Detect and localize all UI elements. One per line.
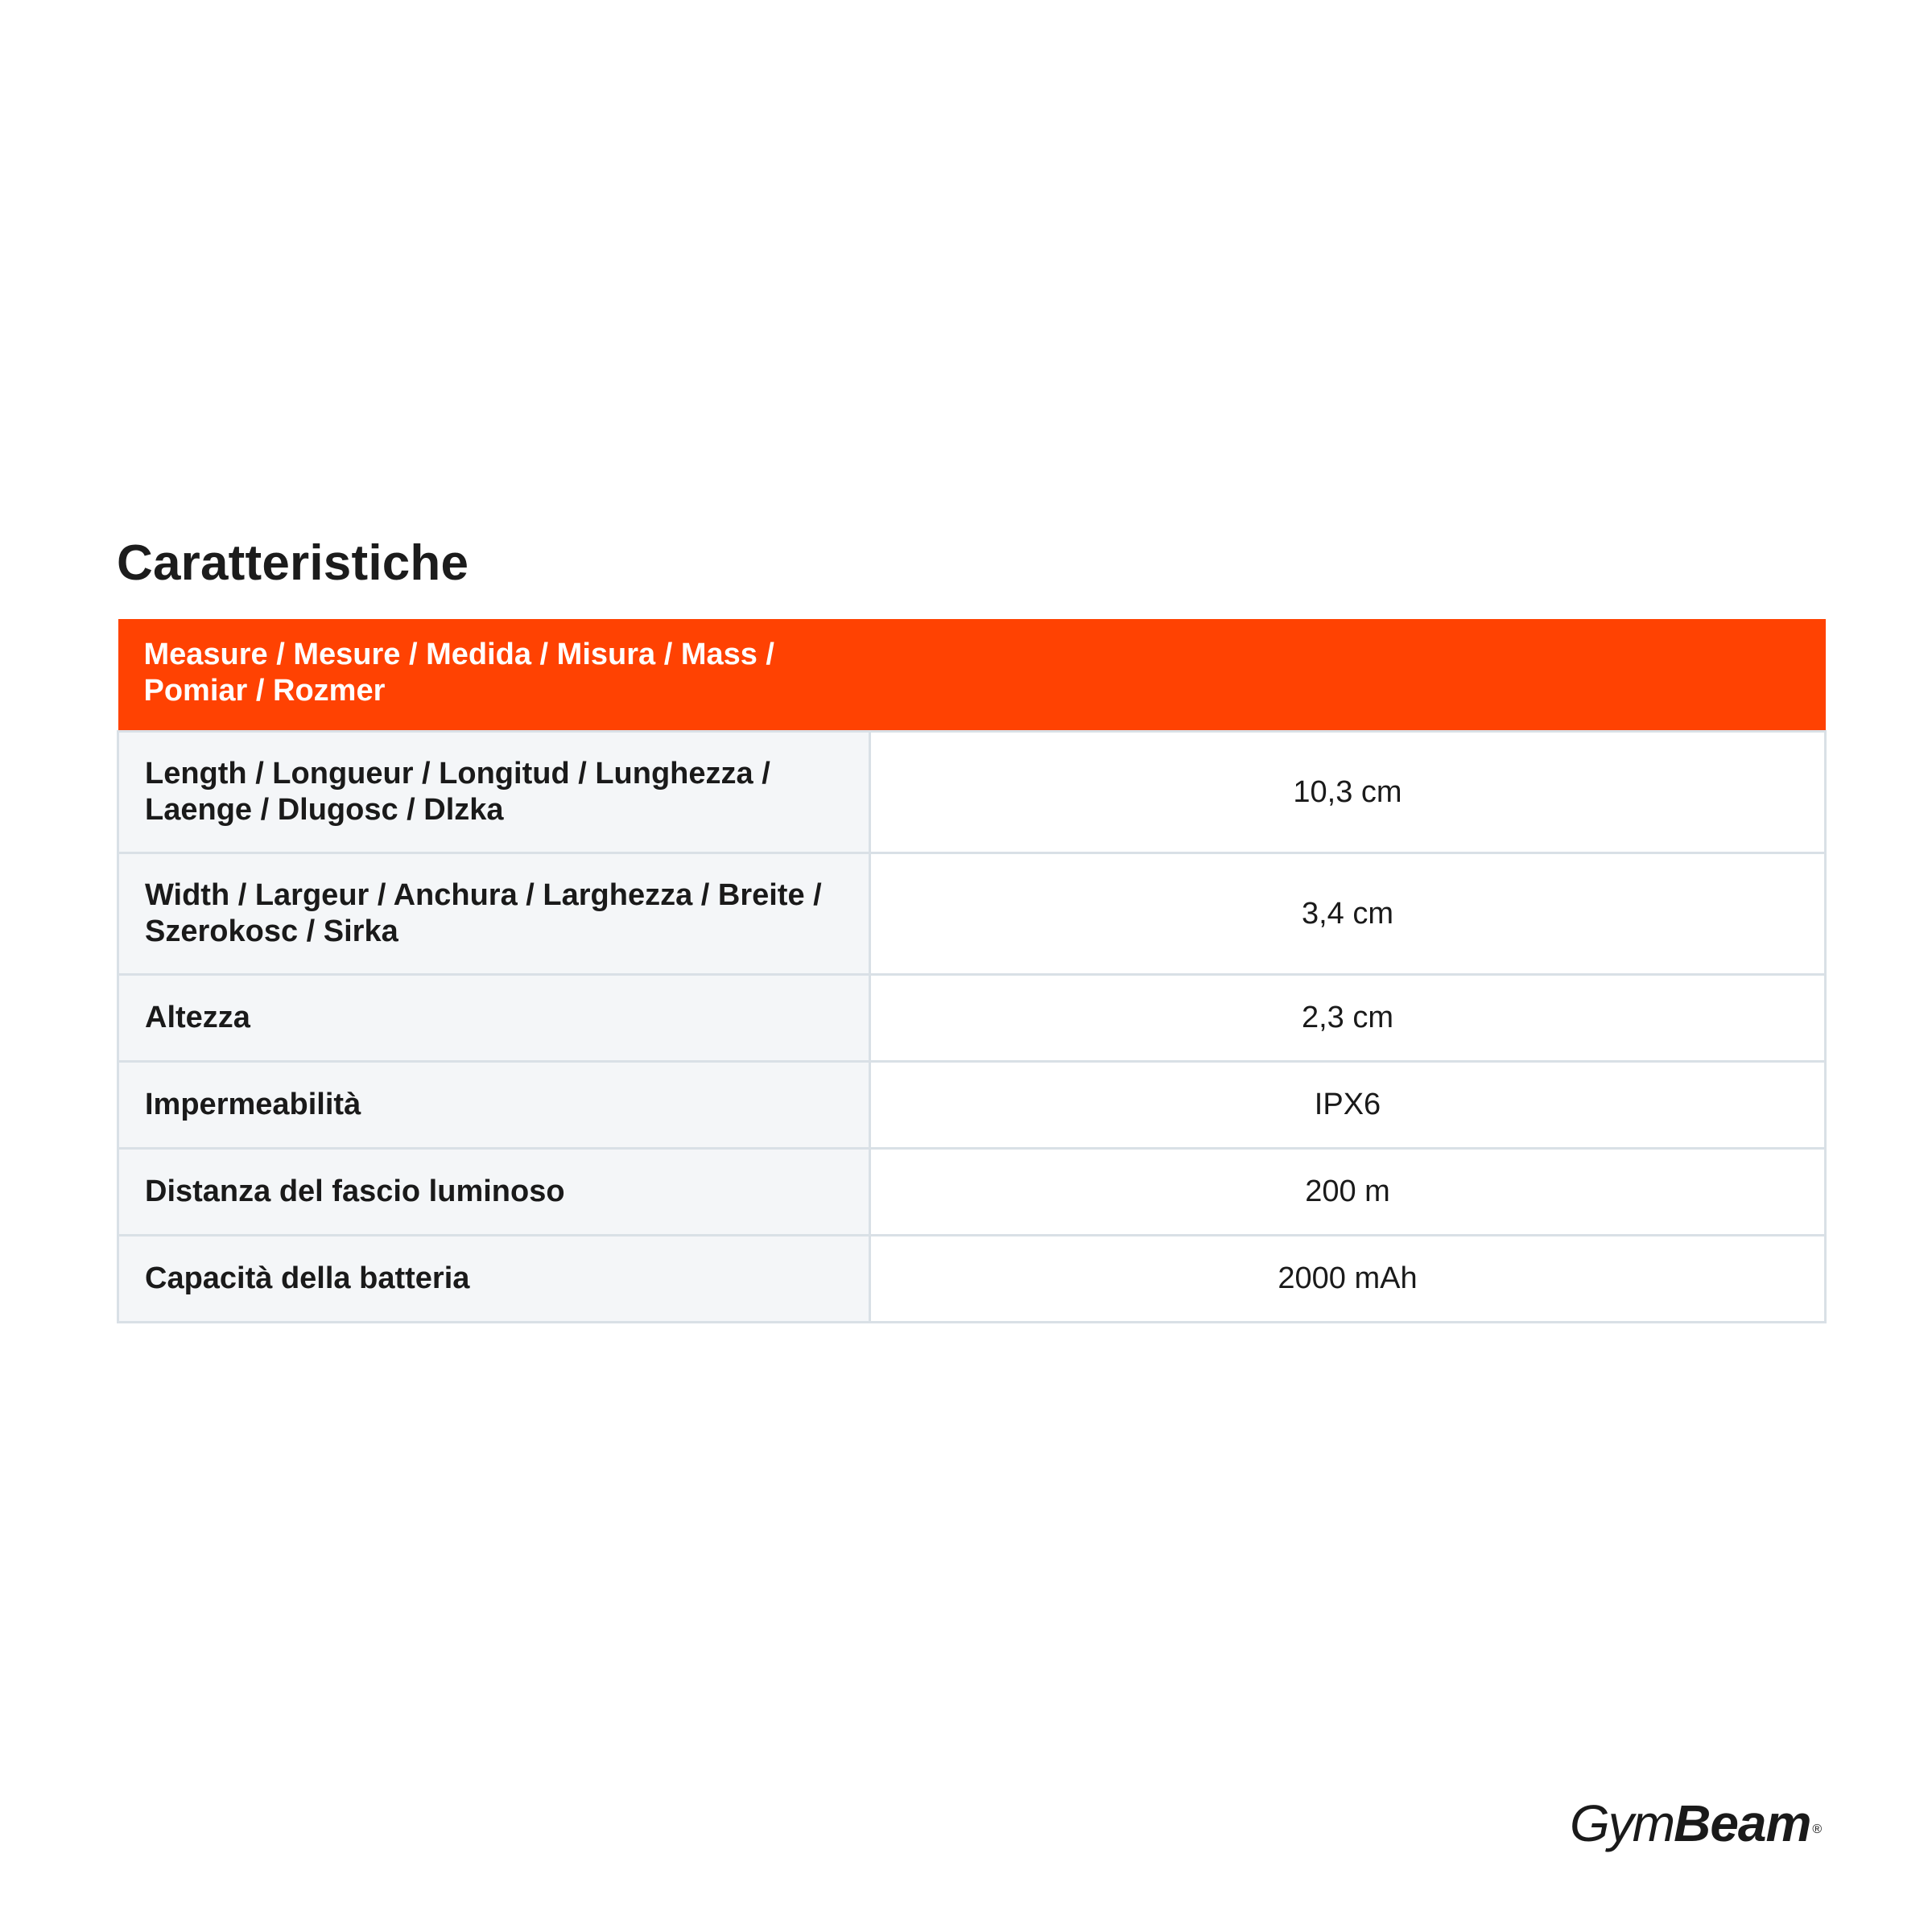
logo-text-beam: Beam [1674, 1794, 1811, 1852]
row-value: 200 m [870, 1149, 1826, 1236]
table-row [118, 1236, 1826, 1323]
registered-mark: ® [1812, 1823, 1823, 1836]
page-title: Caratteristiche [117, 535, 469, 591]
row-label: Altezza [118, 975, 870, 1062]
specifications-table [117, 619, 1827, 1323]
row-label: Width / Largeur / Anchura / Larghezza / Breite / Szerokosc / Sirka [118, 853, 870, 975]
row-value: 2,3 cm [870, 975, 1826, 1062]
row-value: 2000 mAh [870, 1236, 1826, 1323]
table-header-cell [118, 619, 1826, 732]
table-row [118, 732, 1826, 853]
gymbeam-logo [1570, 1791, 1823, 1856]
table-header-row [118, 619, 1826, 732]
logo-text-gym: Gym [1570, 1794, 1674, 1852]
table-row [118, 1062, 1826, 1149]
row-label: Distanza del fascio luminoso [118, 1149, 870, 1236]
table-row [118, 975, 1826, 1062]
row-label: Capacità della batteria [118, 1236, 870, 1323]
row-label: Impermeabilità [118, 1062, 870, 1149]
table-row [118, 1149, 1826, 1236]
row-label: Length / Longueur / Longitud / Lunghezza / Laenge / Dlugosc / Dlzka [118, 732, 870, 853]
table-header-text: Measure / Mesure / Medida / Misura / Mass / Pomiar / Rozmer [143, 638, 774, 708]
table-row [118, 853, 1826, 975]
row-value: IPX6 [870, 1062, 1826, 1149]
row-value: 10,3 cm [870, 732, 1826, 853]
row-value: 3,4 cm [870, 853, 1826, 975]
